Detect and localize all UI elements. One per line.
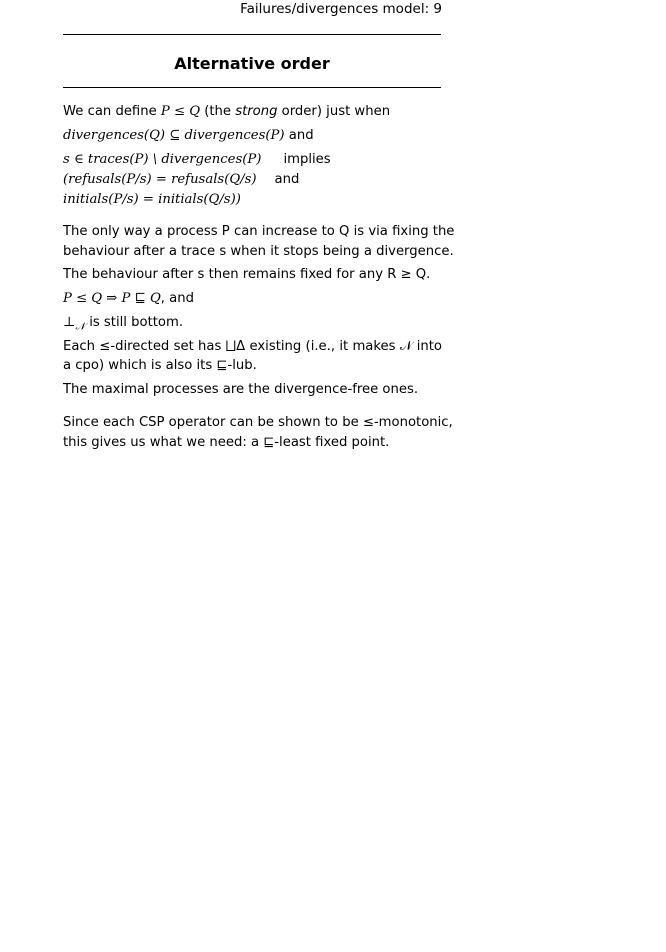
paragraph-directed-line-2: a cpo) which is also its ⊑-lub.	[63, 358, 257, 373]
paragraph-directed-line-1: Each ≤-directed set has ⨆Δ existing (i.e., it makes 𝒩 into	[63, 339, 442, 354]
definition-line-2: divergences(Q) ⊆ divergences(P) and	[63, 128, 314, 143]
title-rule	[63, 87, 441, 88]
paragraph-implies: P ≤ Q ⇒ P ⊑ Q, and	[63, 291, 194, 306]
paragraph-increase-line-1: The only way a process P can increase to Q is via fixing the	[63, 224, 455, 239]
definition-line-1: We can define P ≤ Q (the strong order) just when	[63, 104, 391, 119]
paragraph-bottom: $\perp_𝒩$ is still bottom.	[63, 315, 184, 333]
paragraph-fixed: The behaviour after s then remains fixed for any R ≥ Q.	[63, 267, 431, 282]
slide-title: Alternative order	[174, 54, 330, 73]
paragraph-csp-line-1: Since each CSP operator can be shown to be ≤-monotonic,	[63, 415, 453, 430]
running-header: Failures/divergences model: 9	[240, 1, 442, 17]
definition-line-3: s ∈ traces(P) \ divergences(P) implies	[63, 152, 331, 167]
paragraph-maximal: The maximal processes are the divergence-free ones.	[63, 382, 419, 397]
top-rule	[63, 34, 441, 35]
paragraph-csp-line-2: this gives us what we need: a ⊑-least fixed point.	[63, 435, 390, 450]
definition-line-4: (refusals(P/s) = refusals(Q/s) and	[63, 172, 300, 187]
paragraph-increase-line-2: behaviour after a trace s when it stops being a divergence.	[63, 244, 454, 259]
definition-line-5: initials(P/s) = initials(Q/s))	[63, 192, 241, 207]
